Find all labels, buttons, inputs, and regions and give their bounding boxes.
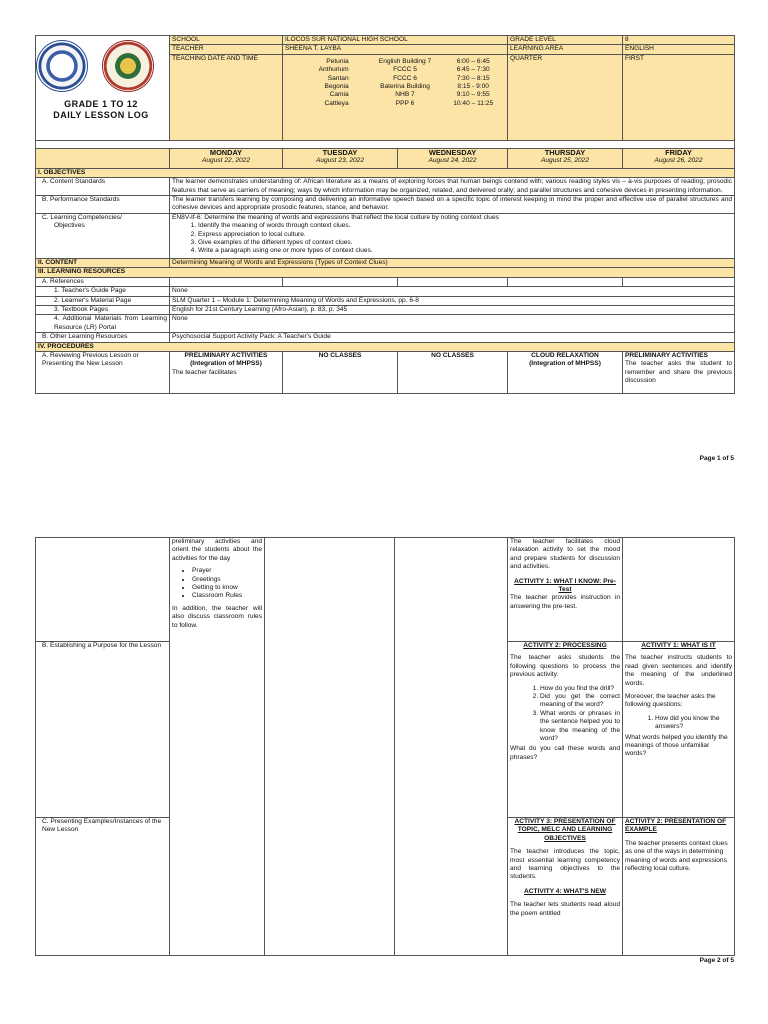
- quarter-value: FIRST: [623, 54, 735, 140]
- objective-item: 1. Identify the meaning of words through context clues.: [198, 222, 732, 230]
- content-standards-text: The learner demonstrates understanding of: African literature as a means of exploring forces that human beings contend with; various reading styles vis – à-vis purposes of reading; prosodic features that serve as carriers of meaning; ways by which information may be organized, related, and delivered orally; and parallel structures and cohesive devices in presenting information.: [170, 178, 735, 196]
- objective-item: 2. Express appreciation to local culture.: [198, 231, 732, 239]
- performance-standards-label: B. Performance Standards: [36, 196, 170, 214]
- activity-text: The teacher provides instruction in answering the pre-test.: [510, 594, 620, 610]
- activity-title: ACTIVITY 2: PROCESSING: [523, 642, 607, 649]
- bullet-item: • Classroom Rules: [192, 592, 262, 600]
- learning-area-label: LEARNING AREA: [508, 45, 623, 54]
- activity-text: Moreover, the teacher asks the following questions:: [625, 693, 716, 709]
- learning-competencies-text: [170, 213, 735, 258]
- school-value: ILOCOS SUR NATIONAL HIGH SCHOOL: [283, 36, 508, 45]
- activity-text: In addition, the teacher will also discuss classroom rules to follow.: [172, 604, 262, 629]
- quarter-label: QUARTER: [508, 54, 623, 140]
- friday-procedure-c: [623, 818, 735, 956]
- day-date: August 24, 2022: [428, 157, 477, 165]
- references-label: A. References: [36, 277, 170, 286]
- activity-text: The teacher asks students the following questions to process the previous activity.: [510, 654, 620, 679]
- activity-subtitle: (Integration of MHPSS): [529, 360, 601, 368]
- teaching-date-label: TEACHING DATE AND TIME: [170, 54, 283, 140]
- other-resources-value: Psychosocial Support Activity Pack: A Teacher's Guide: [170, 333, 735, 342]
- tg-page-label: 1. Teacher's Guide Page: [36, 287, 170, 296]
- activity-title: ACTIVITY 1: WHAT IS IT: [641, 642, 716, 649]
- question-item: 3. What words or phrases in the sentence helped you to know the meaning of the word?: [540, 710, 620, 744]
- additional-materials-value: None: [170, 315, 735, 333]
- day-name: MONDAY: [209, 148, 243, 157]
- learning-resources-heading: III. LEARNING RESOURCES: [36, 268, 735, 277]
- other-resources-label: B. Other Learning Resources: [36, 333, 170, 342]
- activity-title: ACTIVITY 4: WHAT'S NEW: [524, 887, 606, 895]
- friday-procedure-a: [623, 351, 735, 393]
- section-name: Begonia: [324, 83, 349, 91]
- objectives-heading: I. OBJECTIVES: [36, 168, 735, 177]
- time-slot: 8:15 - 9:00: [457, 83, 489, 91]
- teacher-value: SHEENA T. LAYBA: [283, 45, 508, 54]
- day-name: TUESDAY: [322, 148, 358, 157]
- lm-page-value: SLM Quarter 1 – Module 1: Determining Meaning of Words and Expressions, pp. 6-8: [170, 296, 735, 305]
- activity-text: The teacher presents context clues as one of the ways in determining meaning of words and expressions reflecting local culture.: [625, 839, 728, 873]
- procedures-heading: IV. PROCEDURES: [36, 342, 735, 351]
- day-name: WEDNESDAY: [428, 148, 477, 157]
- additional-materials-label: 4. Additional Materials from Learning Resource (LR) Portal: [36, 315, 170, 333]
- daily-lesson-log-page2: [35, 537, 735, 956]
- teacher-label: TEACHER: [170, 45, 283, 54]
- room-name: English Building 7: [378, 57, 432, 65]
- monday-procedure-continued: [170, 538, 265, 956]
- time-slot: 7:30 – 8:15: [456, 74, 490, 82]
- page-number: Page 1 of 5: [699, 455, 734, 462]
- bullet-item: • Prayer: [192, 567, 262, 575]
- day-friday: [623, 148, 735, 168]
- question-item: 1. How do you find the drill?: [540, 685, 620, 693]
- question-item: 2. Did you get the correct meaning of the word?: [540, 693, 620, 710]
- bullet-item: • Getting to know: [192, 584, 262, 592]
- learning-area-value: ENGLISH: [623, 45, 735, 54]
- section-name: Cattleya: [324, 99, 349, 107]
- activity-text: The teacher lets students read aloud the poem entitled: [510, 901, 620, 917]
- form-title-line1: GRADE 1 TO 12: [64, 99, 138, 109]
- day-wednesday: [398, 148, 508, 168]
- section-name: Anthurium: [318, 66, 349, 74]
- activity-text: The teacher facilitates: [172, 368, 237, 376]
- bullet-item: • Greetings: [192, 576, 262, 584]
- time-slot: 10:40 – 11:25: [453, 99, 494, 107]
- activity-text: The teacher facilitates cloud relaxation activity to set the mood and prepare students for discussion and activities.: [510, 538, 620, 571]
- activity-text: What do you call these words and phrases?: [510, 745, 620, 761]
- activity-text: preliminary activities and orient the students about the activities for the day: [172, 538, 262, 562]
- thursday-procedure-a-continued: [508, 538, 623, 642]
- day-date: August 26, 2022: [654, 157, 703, 165]
- schedule-sections: [285, 58, 369, 108]
- schedule-cell: [283, 54, 508, 140]
- content-heading: II. CONTENT: [36, 258, 170, 267]
- room-name: FCCC 6: [393, 74, 417, 82]
- activity-text: What words helped you identify the meanings of those unfamiliar words?: [625, 733, 728, 758]
- section-name: Petunia: [326, 57, 349, 65]
- day-name: FRIDAY: [665, 148, 692, 157]
- room-name: NHB 7: [395, 91, 415, 99]
- learning-competencies-label: [36, 213, 170, 258]
- question-item: 1. How did you know the answers?: [655, 715, 732, 732]
- thursday-procedure-c: [508, 818, 623, 956]
- wednesday-no-classes: NO CLASSES: [398, 351, 508, 393]
- textbook-pages-value: English for 21st Century Learning (Afro-Asian), p. 83, p. 345: [170, 305, 735, 314]
- activity-title: PRELIMINARY ACTIVITIES: [625, 351, 708, 359]
- room-name: PPP 6: [395, 99, 415, 107]
- establishing-purpose-label: B. Establishing a Purpose for the Lesson: [36, 642, 170, 818]
- day-tuesday: [283, 148, 398, 168]
- day-monday: [170, 148, 283, 168]
- school-label: SCHOOL: [170, 36, 283, 45]
- activity-title: PRELIMINARY ACTIVITIES: [184, 351, 268, 359]
- day-date: August 23, 2022: [315, 157, 365, 165]
- thursday-procedure-a: [508, 351, 623, 393]
- time-slot: 6:00 – 6:45: [456, 57, 490, 65]
- label-line: Objectives: [54, 222, 85, 230]
- schedule-rooms: [369, 58, 442, 108]
- section-name: Santan: [327, 74, 349, 82]
- objective-item: 4. Write a paragraph using one or more types of context clues.: [198, 247, 732, 255]
- time-slot: 9:10 – 9:55: [456, 91, 490, 99]
- day-date: August 25, 2022: [540, 157, 590, 165]
- grade-level-value: 8: [623, 36, 735, 45]
- grade-level-label: GRADE LEVEL: [508, 36, 623, 45]
- spacer-row: [36, 140, 735, 148]
- monday-procedure-a: [170, 351, 283, 393]
- tg-page-value: None: [170, 287, 735, 296]
- activity-subtitle: (Integration of MHPSS): [190, 360, 262, 368]
- performance-standards-text: The learner transfers learning by composing and delivering an informative speech based on a specific topic of interest keeping in mind the proper and effective use of parallel structures and cohesive devices and appropriate prosodic features, stance, and behavior.: [170, 196, 735, 214]
- friday-procedure-b: [623, 642, 735, 818]
- activity-text: The teacher instructs students to read given sentences and identify the meaning of the underlined words.: [625, 654, 732, 687]
- time-slot: 6:45 – 7:30: [456, 66, 490, 74]
- thursday-procedure-b: [508, 642, 623, 818]
- activity-title: ACTIVITY 3: PRESENTATION OF TOPIC, MELC AND LEARNING OBJECTIVES: [514, 818, 616, 842]
- activity-title: ACTIVITY 1: WHAT I KNOW: Pre-Test: [514, 577, 616, 594]
- competency-code: EN8V-If-6: Determine the meaning of words and expressions that reflect the local culture by noting context clues: [172, 213, 499, 221]
- day-thursday: [508, 148, 623, 168]
- activity-text: The teacher introduces the topic, most essential learning competency and learning objectives to the students.: [510, 848, 620, 881]
- room-name: Baterina Building: [380, 83, 430, 91]
- label-line: C. Learning Competencies/: [42, 213, 122, 221]
- form-title-line2: DAILY LESSON LOG: [53, 110, 149, 120]
- tuesday-no-classes: NO CLASSES: [283, 351, 398, 393]
- content-text: Determining Meaning of Words and Expressions (Types of Context Clues): [170, 258, 735, 267]
- activity-title: ACTIVITY 2: PRESENTATION OF EXAMPLE: [625, 818, 727, 834]
- content-standards-label: A. Content Standards: [36, 178, 170, 196]
- section-name: Camia: [329, 91, 349, 99]
- textbook-pages-label: 3. Textbook Pages: [36, 305, 170, 314]
- room-name: FCCC 5: [393, 66, 417, 74]
- presenting-examples-label: C. Presenting Examples/Instances of the New Lesson: [36, 818, 170, 956]
- day-date: August 22, 2022: [201, 157, 251, 165]
- activity-title: CLOUD RELAXATION: [531, 351, 599, 359]
- reviewing-lesson-label: A. Reviewing Previous Lesson or Presenting the New Lesson: [36, 351, 170, 393]
- page-number: Page 2 of 5: [699, 957, 734, 964]
- daily-lesson-log-page1: [35, 35, 735, 394]
- activity-text: The teacher asks the student to remember and share the previous discussion: [625, 360, 732, 385]
- objective-item: 3. Give examples of the different types of context clues.: [198, 239, 732, 247]
- schedule-times: [441, 58, 505, 108]
- day-name: THURSDAY: [544, 148, 586, 157]
- lm-page-label: 2. Learner's Material Page: [36, 296, 170, 305]
